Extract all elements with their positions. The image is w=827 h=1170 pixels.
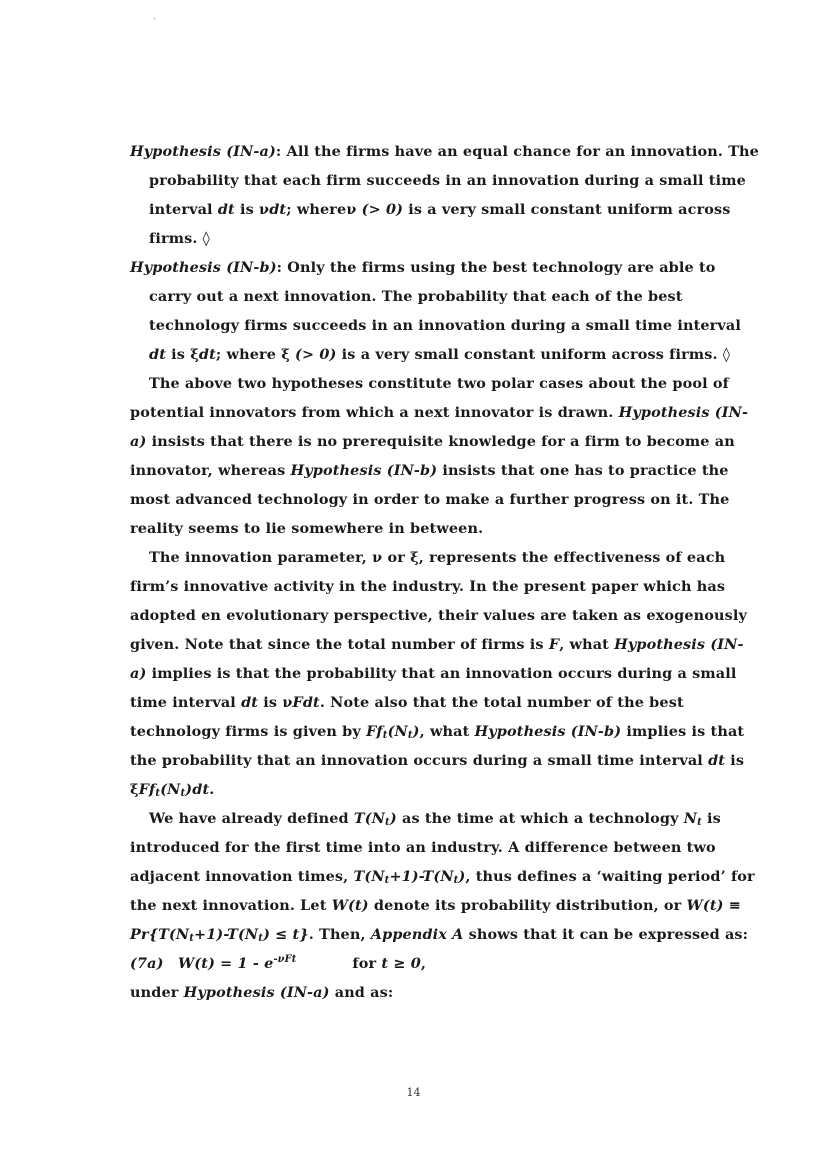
page-number: 14 [406, 1086, 421, 1099]
hypothesis-in-b: Hypothesis (IN-b): Only the firms using the best technology are able to carry out a next innovation. The probability that each of the best technology firms succeeds in an innovation during a small time interval dt is ξdt; where ξ (> 0) is a very small constant uniform across firms. ◊ [130, 259, 742, 363]
equation-number: (7a) [130, 955, 164, 972]
paragraph-polar-cases: The above two hypotheses constitute two polar cases about the pool of potential innovators from which a next innovator is drawn. Hypothesis (IN-a) insists that there is no prerequisite knowledge for a firm to become an innovator, whereas Hypothesis (IN-b) insists that one has to practice the most advanced technology in order to make a further progress on it. The reality seems to lie somewhere in between. [130, 375, 749, 537]
closing-line: under Hypothesis (IN-a) and as: [130, 984, 394, 1001]
body-text [130, 137, 760, 1007]
scan-speck [154, 18, 155, 19]
equation-7a: (7a) $W(t) = 1 - e^{-\nu Ft}$ for t ≥ 0, [130, 949, 760, 978]
paragraph-waiting-period: We have already defined $T(N_t)$ as the time at which a technology $N_t$ is introduced for the first time into an industry. A difference between two adjacent innovation times, $T(N_t+1)-T(N_t)$, thus defines a ‘waiting period’ for the next innovation. Let W(t) denote its probability distribution, or $W(t) \equiv Pr\{T(N_t+1)-T(N_t) \le t\}$. Then, Appendix A shows that it can be expressed as: [130, 810, 755, 944]
paragraph-innovation-parameter: The innovation parameter, ν or ξ, represents the effectiveness of each firm’s innovative activity in the industry. In the present paper which has adopted en evolutionary perspective, their values are taken as exogenously given. Note that since the total number of firms is F, what Hypothesis (IN-a) implies is that the probability that an innovation occurs during a small time interval dt is νFdt. Note also that the total number of the best technology firms is given by $Ff_t(N_t)$, what Hypothesis (IN-b) implies is that the probability that an innovation occurs during a small time interval dt is $\xi Ff_t(N_t)dt$. [130, 549, 747, 799]
hypothesis-label: Hypothesis (IN-a) [130, 143, 276, 160]
hypothesis-label: Hypothesis (IN-b) [130, 259, 277, 276]
hypothesis-in-a: Hypothesis (IN-a): All the firms have an equal chance for an innovation. The probability that each firm succeeds in an innovation during a small time interval dt is νdt; whereν (> 0) is a very small constant uniform across firms. ◊ [130, 143, 759, 247]
